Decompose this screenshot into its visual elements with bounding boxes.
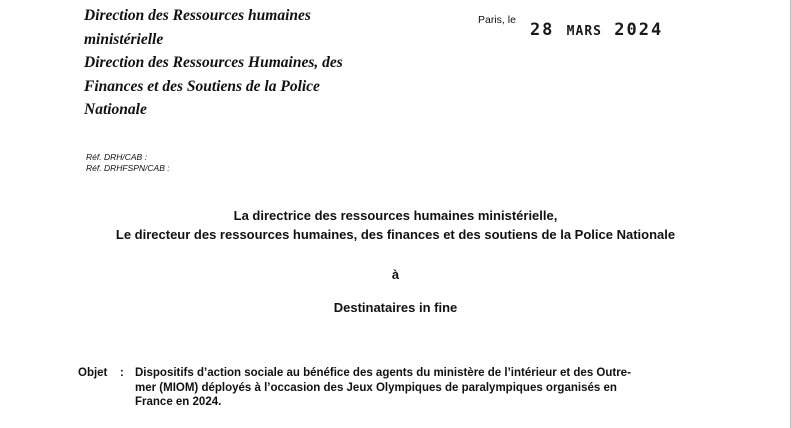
recipients-line: Destinataires in fine	[333, 300, 458, 315]
sender-line: ministérielle	[84, 30, 164, 48]
subject-separator: :	[120, 367, 124, 379]
date-day: 28	[529, 20, 555, 40]
addressers-block	[0, 206, 791, 244]
addresser-line: Le directeur des ressources humaines, des finances et des soutiens de la Police Nationale	[115, 227, 676, 242]
reference-drh: Réf. DRH/CAB :	[86, 152, 147, 162]
sender-block	[84, 4, 374, 122]
references-block	[86, 152, 170, 174]
sender-line: Finances et des Soutiens de la Police	[84, 77, 320, 95]
reference-drhfspn: Réf. DRHFSPN/CAB :	[86, 163, 170, 173]
date-month: MARS	[566, 24, 602, 39]
sender-line: Direction des Ressources Humaines, des	[84, 54, 343, 71]
sender-line: Nationale	[84, 101, 147, 118]
subject-line: Dispositifs d’action sociale au bénéfice des agents du ministère de l’intérieur et des Outre-	[135, 367, 631, 379]
subject-label: Objet	[78, 367, 108, 379]
sender-line: Direction des Ressources humaines	[84, 7, 311, 24]
subject-line: mer (MIOM) déployés à l’occasion des Jeux Olympiques de paralympiques organisés en	[135, 381, 617, 394]
subject-line: France en 2024.	[135, 396, 222, 408]
to-word: à	[391, 267, 400, 282]
addresser-line: La directrice des ressources humaines ministérielle,	[233, 208, 558, 223]
subject-text	[135, 366, 725, 410]
date-year: 2024	[614, 20, 664, 40]
date-stamp	[530, 20, 663, 40]
date-prefix: Paris, le	[478, 14, 516, 26]
date-block	[478, 14, 664, 40]
